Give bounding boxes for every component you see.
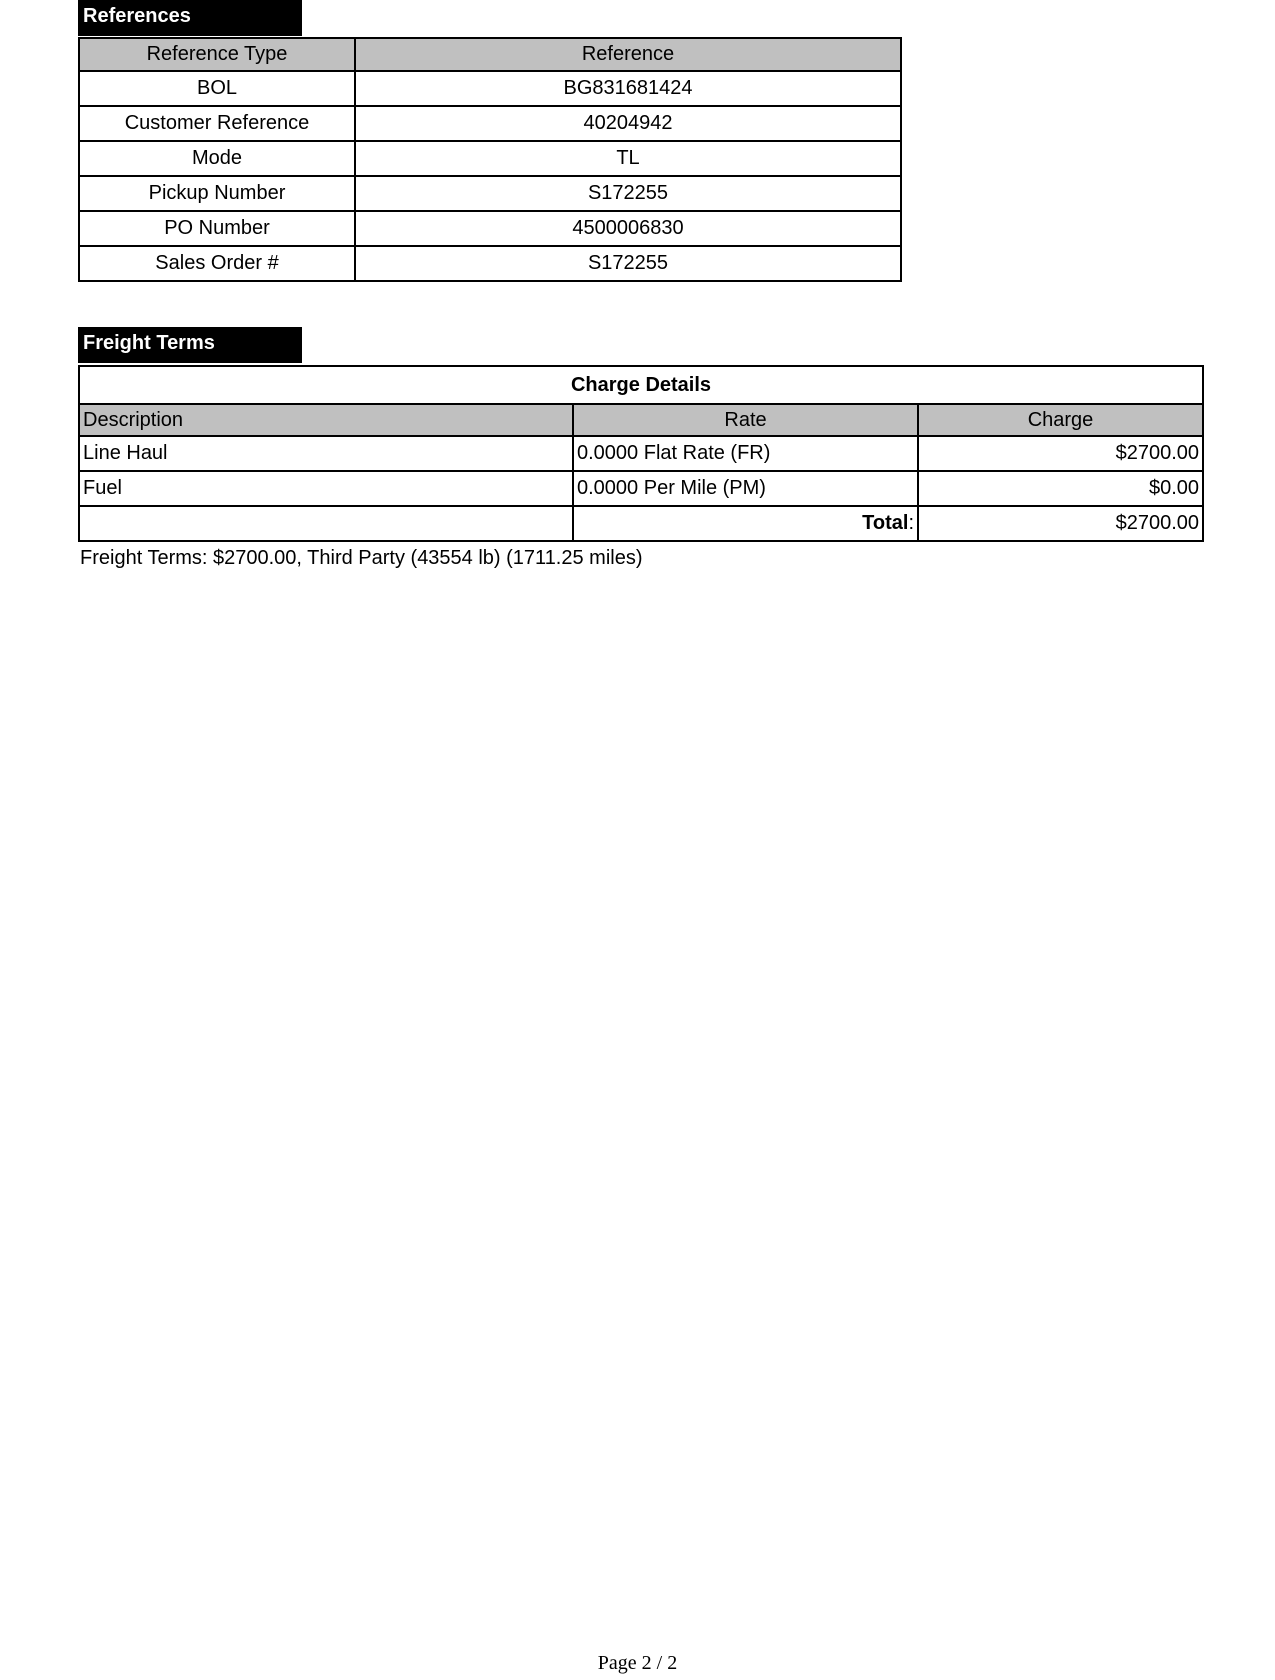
freight-terms-header: Freight Terms (78, 327, 302, 363)
page-number: Page 2 / 2 (597, 1652, 678, 1674)
reference-value-cell: BG831681424 (355, 71, 901, 106)
reference-value-cell: TL (355, 141, 901, 176)
charge-details-title: Charge Details (79, 366, 1203, 404)
column-header-reference: Reference (355, 38, 901, 71)
reference-value-cell: S172255 (355, 246, 901, 281)
table-row (79, 246, 901, 281)
empty-cell (79, 506, 573, 541)
total-label: Total (862, 512, 909, 534)
references-header-row (79, 38, 901, 71)
table-row (79, 141, 901, 176)
reference-type-cell: Pickup Number (79, 176, 355, 211)
reference-value-cell: S172255 (355, 176, 901, 211)
charge-details-header-row (79, 404, 1203, 436)
references-table (78, 37, 902, 282)
reference-value-cell: 40204942 (355, 106, 901, 141)
charge-description-cell: Line Haul (79, 436, 573, 471)
charge-amount-cell: $0.00 (918, 471, 1203, 506)
reference-type-cell: BOL (79, 71, 355, 106)
column-header-charge: Charge (918, 404, 1203, 436)
table-row (79, 176, 901, 211)
total-colon: : (908, 512, 914, 534)
charge-rate-cell: 0.0000 Per Mile (PM) (573, 471, 918, 506)
total-row (79, 506, 1203, 541)
column-header-description: Description (79, 404, 573, 436)
charge-rate-cell: 0.0000 Flat Rate (FR) (573, 436, 918, 471)
total-value-cell: $2700.00 (918, 506, 1203, 541)
reference-type-cell: PO Number (79, 211, 355, 246)
freight-terms-summary: Freight Terms: $2700.00, Third Party (43554 lb) (1711.25 miles) (80, 547, 643, 569)
reference-type-cell: Mode (79, 141, 355, 176)
reference-type-cell: Sales Order # (79, 246, 355, 281)
reference-value-cell: 4500006830 (355, 211, 901, 246)
charge-description-cell: Fuel (79, 471, 573, 506)
references-header: References (78, 0, 302, 36)
total-label-cell (573, 506, 918, 541)
table-row (79, 211, 901, 246)
table-row (79, 436, 1203, 471)
table-row (79, 71, 901, 106)
table-row (79, 471, 1203, 506)
charge-amount-cell: $2700.00 (918, 436, 1203, 471)
charge-details-title-row (79, 366, 1203, 404)
reference-type-cell: Customer Reference (79, 106, 355, 141)
column-header-reference-type: Reference Type (79, 38, 355, 71)
charge-details-table (78, 365, 1204, 542)
table-row (79, 106, 901, 141)
column-header-rate: Rate (573, 404, 918, 436)
